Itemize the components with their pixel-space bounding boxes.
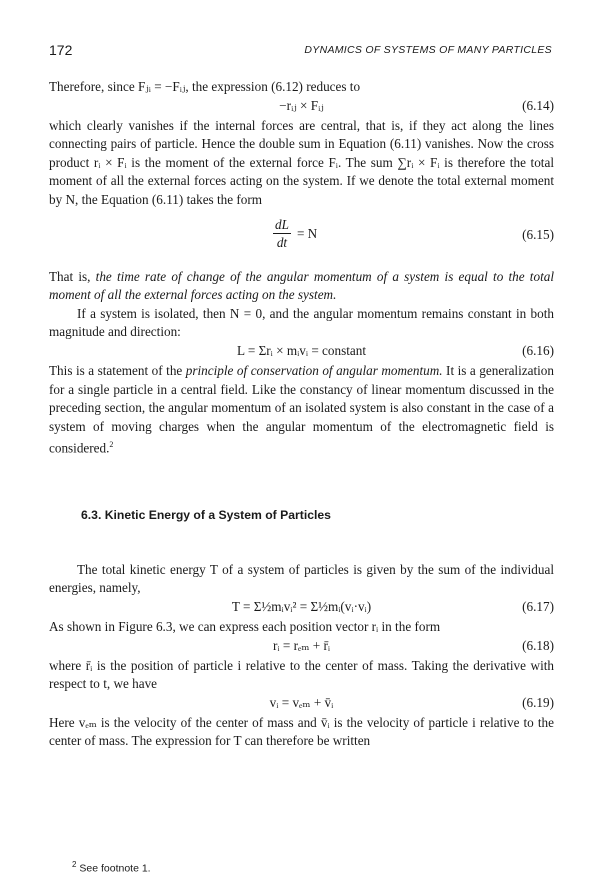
- derivative-fraction: [273, 217, 291, 252]
- equation-number: (6.17): [522, 599, 554, 615]
- paragraph: Therefore, since Fⱼᵢ = −Fᵢⱼ, the expression (6.12) reduces to: [49, 79, 361, 94]
- section-heading: 6.3. Kinetic Energy of a System of Particles: [81, 508, 331, 523]
- page-header: [49, 42, 552, 62]
- equation-number: (6.16): [522, 342, 554, 358]
- paragraph: As shown in Figure 6.3, we can express each position vector rᵢ in the form: [49, 619, 441, 635]
- page-number: 172: [49, 42, 73, 58]
- paragraph: which clearly vanishes if the internal forces are central, that is, if they act along the lines connecting pairs of particle. Hence the double sum in Equation (6.11) vanishes. Now the cross product rᵢ × Fᵢ is the moment of the external force Fᵢ. The sum ∑rᵢ × Fᵢ is therefore the total moment of all the external forces acting on the system. If we denote the total external moment by N, the Equation (6.11) takes the form: [49, 117, 554, 207]
- principle-italic: principle of conservation of angular momentum.: [185, 362, 443, 378]
- equation-number: (6.18): [522, 637, 554, 653]
- equation-6-14: [49, 97, 554, 117]
- equation-expression: T = Σ½mᵢvᵢ² = Σ½mᵢ(vᵢ·vᵢ): [231, 599, 372, 615]
- equation-6-16: [49, 342, 554, 362]
- statement-lead: That is,: [49, 268, 96, 284]
- equation-expression: L = Σrᵢ × mᵢvᵢ = constant: [237, 342, 366, 358]
- fraction-numerator: dL: [275, 216, 289, 232]
- equation-number: (6.19): [522, 694, 554, 710]
- paragraph-conservation: [49, 362, 554, 458]
- footnote-text: See footnote 1.: [76, 862, 151, 875]
- equation-6-19: [49, 694, 554, 714]
- footnote: [72, 860, 151, 875]
- equation-expression: rᵢ = rₑₘ + r̄ᵢ: [272, 637, 331, 653]
- paragraph: If a system is isolated, then N = 0, and the angular momentum remains constant in both magnitude and direction:: [49, 305, 554, 340]
- text-run: This is a statement of the: [49, 362, 186, 378]
- equation-expression: −rᵢⱼ × Fᵢⱼ: [279, 97, 324, 113]
- equation-6-15: [49, 214, 554, 268]
- running-title: DYNAMICS OF SYSTEMS OF MANY PARTICLES: [304, 44, 552, 56]
- paragraph: The total kinetic energy T of a system of particles is given by the sum of the individual energies, namely,: [49, 561, 554, 596]
- equation-6-18: [49, 637, 554, 657]
- text-run: It is a generalization for a single particle in a central field. Like the constancy of linear momentum discussed in the preceding section, the angular momentum of an isolated system is also constant in the case of a system of moving charges when the angular momentum of the electromagnetic field is considered.: [49, 362, 554, 456]
- fraction-denominator: dt: [276, 234, 288, 250]
- equation-6-17: [49, 598, 554, 618]
- equation-expression: vᵢ = vₑₘ + v̄ᵢ: [269, 694, 334, 710]
- paragraph-statement: [49, 268, 554, 305]
- statement-italic: the time rate of change of the angular momentum of a system is equal to the total moment of all the external forces acting on the system.: [49, 268, 554, 303]
- footnote-mark: 2: [72, 860, 77, 869]
- paragraph: Here vₑₘ is the velocity of the center of mass and v̄ᵢ is the velocity of particle i relative to the center of mass. The expression for T can therefore be written: [49, 714, 554, 749]
- page-body: [49, 78, 554, 751]
- footnote-ref: 2: [109, 440, 114, 450]
- equation-number: (6.15): [522, 226, 554, 242]
- equation-number: (6.14): [522, 97, 554, 113]
- equation-rhs: = N: [296, 225, 318, 241]
- paragraph: where r̄ᵢ is the position of particle i relative to the center of mass. Taking the derivative with respect to t, we have: [49, 657, 554, 692]
